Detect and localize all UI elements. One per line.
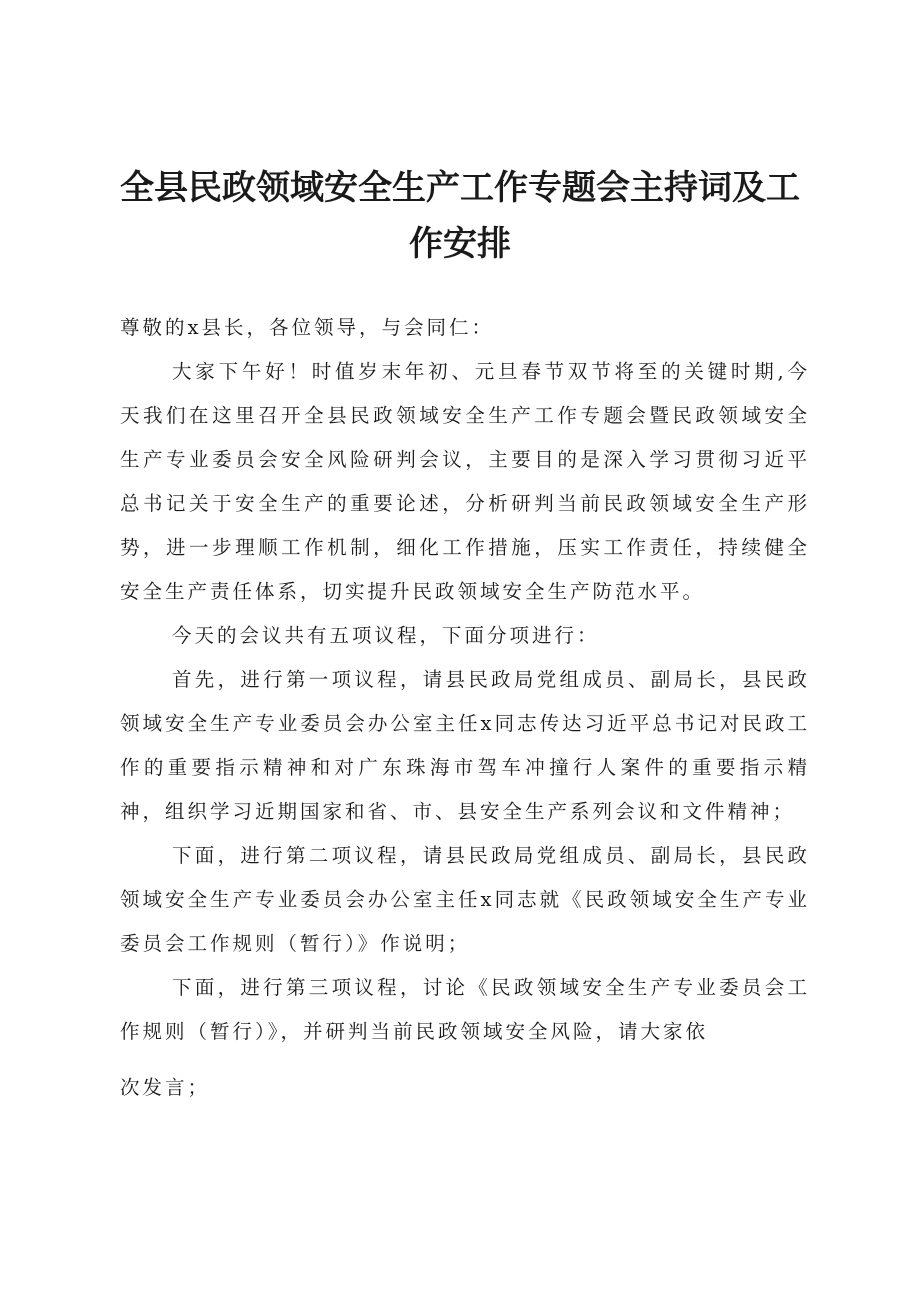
paragraph-agenda-item-1: 首先，进行第一项议程，请县民政局党组成员、副局长，县民政领域安全生产专业委员会办公室主任x同志传达习近平总书记对民政工作的重要指示精神和对广东珠海市驾车冲撞行人案件的重要指示精神，组织学习近期国家和省、市、县安全生产系列会议和文件精神； xyxy=(120,668,810,823)
document-body xyxy=(120,306,810,1110)
paragraph-continuation: 次发言； xyxy=(120,1076,211,1099)
salutation: 尊敬的x县长，各位领导，与会同仁： xyxy=(120,316,494,339)
paragraph-agenda-item-2: 下面，进行第二项议程，请县民政局党组成员、副局长，县民政领域安全生产专业委员会办公室主任x同志就《民政领域安全生产专业委员会工作规则（暂行）》作说明； xyxy=(120,844,810,955)
document-title xyxy=(120,160,800,272)
title-line-2: 作安排 xyxy=(409,224,511,264)
paragraph-agenda-intro: 今天的会议共有五项议程，下面分项进行： xyxy=(172,624,600,647)
paragraph-opening: 大家下午好！时值岁末年初、元旦春节双节将至的关键时期,今天我们在这里召开全县民政领域安全生产工作专题会暨民政领域安全生产专业委员会安全风险研判会议，主要目的是深入学习贯彻习近平总书记关于安全生产的重要论述，分析研判当前民政领域安全生产形势，进一步理顺工作机制，细化工作措施，压实工作责任，持续健全安全生产责任体系，切实提升民政领域安全生产防范水平。 xyxy=(120,360,810,603)
title-line-1: 全县民政领域安全生产工作专题会主持词及工 xyxy=(120,168,800,208)
paragraph-agenda-item-3: 下面，进行第三项议程，讨论《民政领域安全生产专业委员会工作规则（暂行）》，并研判当前民政领域安全风险，请大家依 xyxy=(120,976,810,1043)
